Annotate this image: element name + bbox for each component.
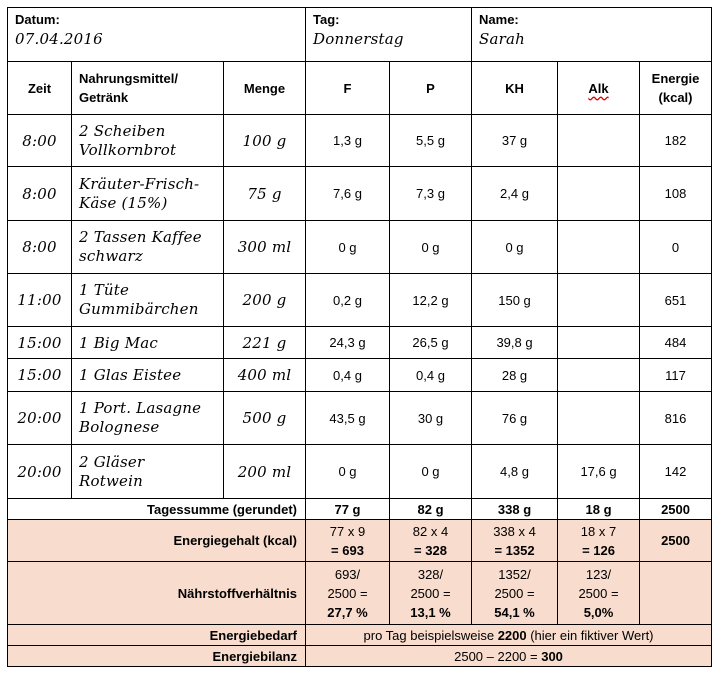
row-item-line2: Käse (15%) [79, 193, 168, 212]
table-row [8, 115, 712, 167]
energy-balance-value [306, 646, 712, 667]
table-row [8, 274, 712, 327]
energy-need-row [8, 625, 712, 646]
energy-carbs-result: = 1352 [494, 542, 535, 558]
row-item [72, 274, 224, 327]
row-carbs: 2,4 g [472, 167, 558, 221]
row-item-line2: Vollkornbrot [79, 140, 177, 159]
date-label: Datum: [15, 12, 60, 27]
nutrition-log-sheet [7, 7, 712, 667]
day-cell [306, 8, 472, 62]
row-item: 1 Glas Eistee [72, 359, 224, 392]
energy-protein-result: = 328 [414, 542, 447, 558]
energy-alcohol-result: = 126 [582, 542, 615, 558]
col-header-energy-line1: Energie [651, 71, 700, 86]
row-alcohol [558, 221, 640, 274]
total-row [8, 499, 712, 520]
row-fat: 0,4 g [306, 359, 390, 392]
energy-content-row [8, 520, 712, 562]
row-protein: 30 g [390, 392, 472, 445]
energy-need-text-pre: pro Tag beispielsweise [363, 627, 498, 643]
row-carbs: 28 g [472, 359, 558, 392]
ratio-energy-empty [640, 562, 712, 625]
col-header-alcohol [558, 62, 640, 115]
row-time: 8:00 [8, 115, 72, 167]
ratio-alcohol-line2: 2500 = [578, 585, 619, 601]
ratio-alcohol-result: 5,0% [583, 604, 614, 620]
row-item-line2: Rotwein [79, 471, 143, 490]
ratio-protein-result: 13,1 % [410, 604, 451, 620]
row-item-line1: 2 Scheiben [79, 121, 166, 140]
row-energy: 484 [640, 327, 712, 359]
ratio-carbs [472, 562, 558, 625]
table-row [8, 392, 712, 445]
row-item [72, 115, 224, 167]
row-item-line2: Gummibärchen [79, 300, 199, 318]
column-header-row [8, 62, 712, 115]
row-amount: 100 g [224, 115, 306, 167]
nutrient-ratio-label: Nährstoffverhältnis [8, 562, 306, 625]
energy-fat-calc: 77 x 9 [329, 523, 366, 539]
ratio-protein [390, 562, 472, 625]
total-energy: 2500 [640, 499, 712, 520]
name-label: Name: [479, 12, 519, 27]
row-item-line1: Kräuter-Frisch- [79, 174, 200, 193]
row-carbs: 150 g [472, 274, 558, 327]
row-time: 20:00 [8, 392, 72, 445]
row-alcohol [558, 115, 640, 167]
col-header-amount: Menge [224, 62, 306, 115]
table-row [8, 221, 712, 274]
col-header-food-line2: Getränk [79, 90, 129, 105]
row-time: 8:00 [8, 167, 72, 221]
row-energy: 108 [640, 167, 712, 221]
row-item-line2: schwarz [79, 247, 144, 265]
row-time: 11:00 [8, 274, 72, 327]
day-label: Tag: [313, 12, 340, 27]
ratio-fat-result: 27,7 % [327, 604, 368, 620]
row-energy: 142 [640, 445, 712, 499]
row-fat: 0,2 g [306, 274, 390, 327]
row-energy: 651 [640, 274, 712, 327]
row-fat: 0 g [306, 445, 390, 499]
col-header-time: Zeit [8, 62, 72, 115]
col-header-energy-line2: (kcal) [658, 90, 693, 105]
ratio-fat [306, 562, 390, 625]
row-alcohol: 17,6 g [558, 445, 640, 499]
energy-balance-row [8, 646, 712, 667]
nutrient-ratio-row [8, 562, 712, 625]
row-amount: 400 ml [224, 359, 306, 392]
row-item-line1: 2 Tassen Kaffee [79, 228, 202, 246]
energy-content-label: Energiegehalt (kcal) [8, 520, 306, 562]
ratio-protein-line2: 2500 = [410, 585, 451, 601]
energy-balance-label: Energiebilanz [8, 646, 306, 667]
ratio-carbs-line1: 1352/ [498, 566, 531, 582]
row-amount: 75 g [224, 167, 306, 221]
ratio-alcohol [558, 562, 640, 625]
energy-fat [306, 520, 390, 562]
table-row [8, 327, 712, 359]
col-header-fat: F [306, 62, 390, 115]
row-item-line1: 1 Tüte [79, 281, 130, 299]
table-row [8, 167, 712, 221]
row-carbs: 0 g [472, 221, 558, 274]
row-protein: 12,2 g [390, 274, 472, 327]
row-fat: 1,3 g [306, 115, 390, 167]
row-fat: 7,6 g [306, 167, 390, 221]
row-time: 20:00 [8, 445, 72, 499]
total-label: Tagessumme (gerundet) [8, 499, 306, 520]
energy-balance-text: 2500 – 2200 = [454, 648, 542, 664]
energy-need-text-post: (hier ein fiktiver Wert) [526, 627, 654, 643]
row-protein: 0 g [390, 445, 472, 499]
ratio-alcohol-line1: 123/ [585, 566, 612, 582]
ratio-carbs-result: 54,1 % [494, 604, 535, 620]
row-protein: 0,4 g [390, 359, 472, 392]
table-row [8, 445, 712, 499]
total-carbs: 338 g [472, 499, 558, 520]
energy-fat-result: = 693 [331, 542, 364, 558]
row-alcohol [558, 359, 640, 392]
col-header-protein: P [390, 62, 472, 115]
row-energy: 182 [640, 115, 712, 167]
col-header-food [72, 62, 224, 115]
ratio-fat-line1: 693/ [334, 566, 361, 582]
row-item: 1 Big Mac [72, 327, 224, 359]
name-cell [472, 8, 712, 62]
col-header-food-line1: Nahrungsmittel/ [79, 71, 178, 86]
row-protein: 0 g [390, 221, 472, 274]
ratio-fat-line2: 2500 = [327, 585, 368, 601]
col-header-energy [640, 62, 712, 115]
row-item-line1: 2 Gläser [79, 452, 145, 471]
row-alcohol [558, 167, 640, 221]
total-protein: 82 g [390, 499, 472, 520]
total-alcohol: 18 g [558, 499, 640, 520]
col-header-carbs: KH [472, 62, 558, 115]
row-energy: 816 [640, 392, 712, 445]
energy-need-value [306, 625, 712, 646]
energy-balance-number: 300 [541, 648, 563, 664]
row-alcohol [558, 327, 640, 359]
row-fat: 24,3 g [306, 327, 390, 359]
row-amount: 300 ml [224, 221, 306, 274]
row-time: 15:00 [8, 359, 72, 392]
nutrition-table [7, 7, 712, 667]
row-carbs: 37 g [472, 115, 558, 167]
energy-alcohol-calc: 18 x 7 [580, 523, 617, 539]
row-carbs: 4,8 g [472, 445, 558, 499]
date-cell [8, 8, 306, 62]
ratio-carbs-line2: 2500 = [494, 585, 535, 601]
energy-carbs [472, 520, 558, 562]
energy-need-number: 2200 [497, 627, 527, 643]
row-fat: 0 g [306, 221, 390, 274]
row-amount: 200 ml [224, 445, 306, 499]
date-value: 07.04.2016 [15, 30, 103, 48]
row-time: 8:00 [8, 221, 72, 274]
row-protein: 5,5 g [390, 115, 472, 167]
row-time: 15:00 [8, 327, 72, 359]
energy-protein [390, 520, 472, 562]
row-item-line2: Bolognese [79, 418, 160, 436]
row-fat: 43,5 g [306, 392, 390, 445]
row-carbs: 76 g [472, 392, 558, 445]
energy-alcohol [558, 520, 640, 562]
row-amount: 221 g [224, 327, 306, 359]
energy-total: 2500 [640, 520, 712, 562]
row-item [72, 167, 224, 221]
row-item [72, 392, 224, 445]
row-protein: 26,5 g [390, 327, 472, 359]
row-item-line1: 1 Port. Lasagne [79, 399, 202, 417]
ratio-protein-line1: 328/ [417, 566, 444, 582]
row-amount: 500 g [224, 392, 306, 445]
energy-need-label: Energiebedarf [8, 625, 306, 646]
header-info-row [8, 8, 712, 62]
day-value: Donnerstag [313, 30, 404, 48]
row-alcohol [558, 274, 640, 327]
row-amount: 200 g [224, 274, 306, 327]
row-protein: 7,3 g [390, 167, 472, 221]
row-item [72, 445, 224, 499]
total-fat: 77 g [306, 499, 390, 520]
energy-carbs-calc: 338 x 4 [493, 523, 536, 539]
energy-protein-calc: 82 x 4 [412, 523, 449, 539]
col-header-alcohol-text: Alk [588, 80, 609, 96]
row-energy: 0 [640, 221, 712, 274]
row-carbs: 39,8 g [472, 327, 558, 359]
name-value: Sarah [479, 30, 526, 48]
row-alcohol [558, 392, 640, 445]
table-row [8, 359, 712, 392]
row-item [72, 221, 224, 274]
row-energy: 117 [640, 359, 712, 392]
